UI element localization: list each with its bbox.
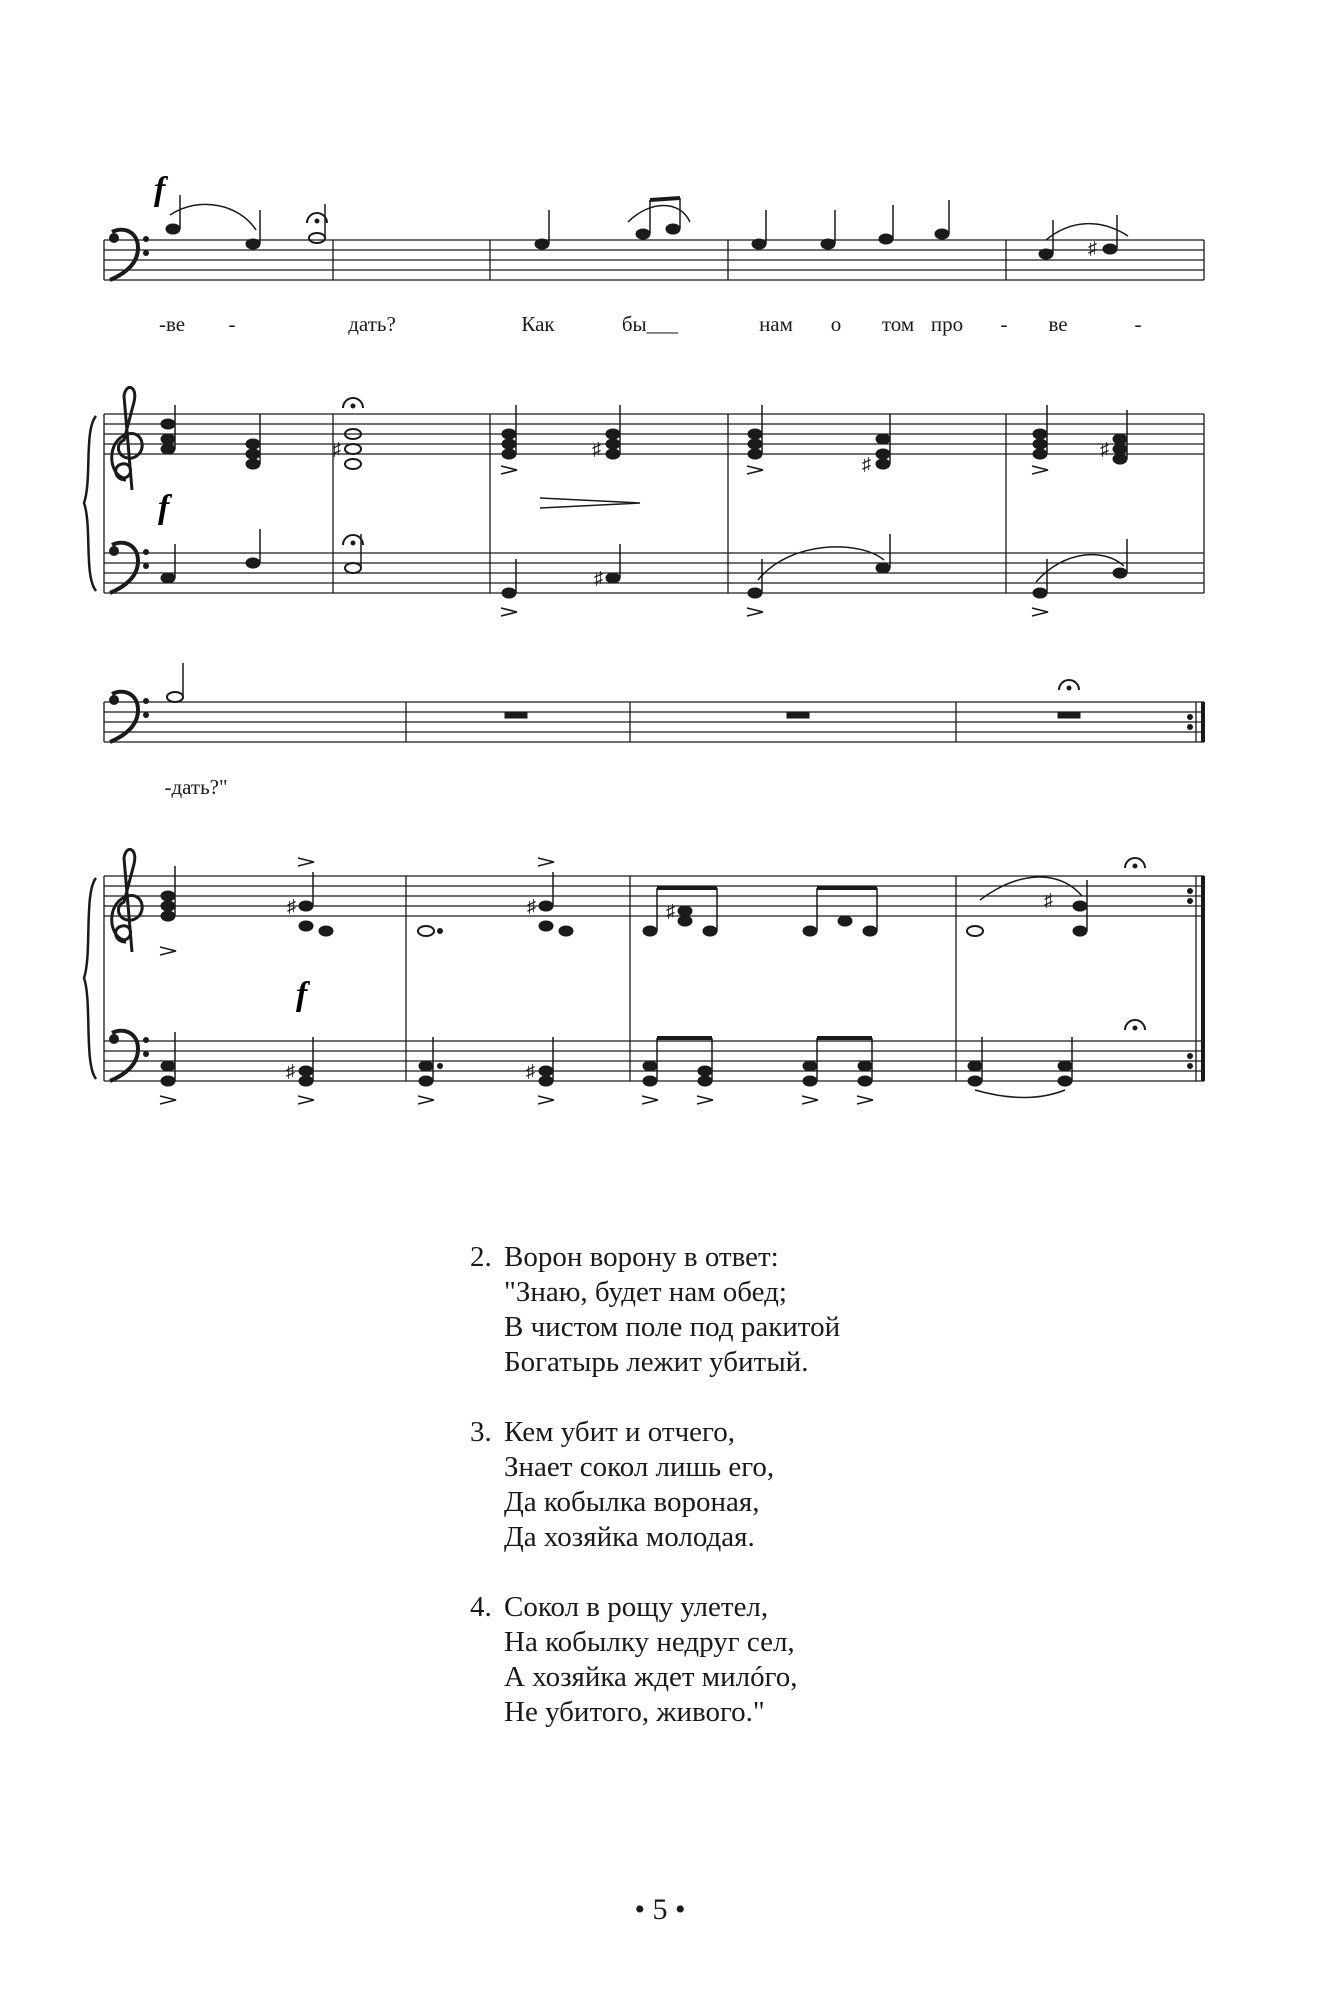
lyric-syllable: про (930, 312, 964, 336)
verses-block (470, 1240, 840, 1765)
verse-number: 4. (470, 1591, 492, 1623)
dynamic-voice-1: f (154, 171, 166, 208)
lyric-syllable: -ве (158, 312, 186, 336)
verse-line: Богатырь лежит убитый. (504, 1346, 809, 1378)
svg-text:♯: ♯ (287, 896, 296, 916)
verse-line: На кобылку недруг сел, (504, 1626, 795, 1658)
svg-text:♯: ♯ (1088, 238, 1097, 258)
lyric-syllable: - (228, 312, 236, 336)
bass-clef-icon (109, 692, 149, 742)
verse (470, 1415, 840, 1555)
svg-text:♯: ♯ (526, 1061, 535, 1081)
lyric-syllable: ве (1048, 312, 1068, 336)
lyrics-row-1 (0, 312, 1320, 338)
voice-staff-2 (104, 702, 1204, 742)
svg-text:♯: ♯ (862, 454, 871, 474)
piano-staves-2 (84, 876, 1204, 1081)
verse-line: Знает сокол лишь его, (504, 1451, 775, 1483)
verse-line: Да кобылка вороная, (504, 1486, 760, 1518)
verse (470, 1590, 840, 1730)
lyric-syllable: бы___ (621, 312, 679, 336)
verse-line: Ворон ворону в ответ: (504, 1241, 779, 1273)
lyric-syllable: Как (521, 312, 555, 336)
bass-clef-icon (109, 230, 149, 280)
verse-line: Кем убит и отчего, (504, 1416, 735, 1448)
lyric-syllable: о (830, 312, 842, 336)
verse (470, 1240, 840, 1380)
voice-staff-1 (104, 240, 1204, 280)
svg-text:♯: ♯ (286, 1061, 295, 1081)
lyric-syllable: -дать?" (164, 775, 228, 799)
verse-line: Не убитого, живого." (504, 1696, 765, 1728)
svg-text:♯: ♯ (332, 439, 341, 459)
bass-clef-icon (109, 1031, 149, 1081)
voice-notes-2 (167, 663, 1193, 730)
dynamic-piano-1: f (158, 489, 170, 526)
lyrics-row-2 (0, 775, 1320, 801)
verse-line: Да хозяйка молодая. (504, 1521, 755, 1553)
piano-notes-2 (160, 858, 1193, 1104)
svg-text:♯: ♯ (666, 901, 675, 921)
page-number: • 5 • (634, 1893, 686, 1926)
lyric-syllable: том (881, 312, 915, 336)
verse-number: 3. (470, 1416, 492, 1448)
bass-clef-icon (109, 543, 149, 593)
verse-line: "Знаю, будет нам обед; (504, 1276, 787, 1308)
verse-line: А хозяйка ждет милóго, (504, 1661, 798, 1693)
verse-line: Сокол в рощу улетел, (504, 1591, 769, 1623)
svg-text:♯: ♯ (592, 439, 601, 459)
lyric-syllable: - (1134, 312, 1142, 336)
lyric-syllable: нам (759, 312, 793, 336)
svg-text:♯: ♯ (1100, 439, 1109, 459)
verse-number: 2. (470, 1241, 492, 1273)
treble-clef-icon (112, 849, 142, 952)
treble-clef-icon (112, 387, 142, 490)
lyric-syllable: - (1000, 312, 1008, 336)
svg-text:♯: ♯ (594, 568, 603, 588)
lyric-syllable: дать? (348, 312, 396, 336)
svg-text:♯: ♯ (527, 896, 536, 916)
verse-line: В чистом поле под ракитой (504, 1311, 841, 1343)
svg-text:♯: ♯ (1044, 890, 1053, 910)
dynamic-piano-2: f (296, 976, 308, 1013)
